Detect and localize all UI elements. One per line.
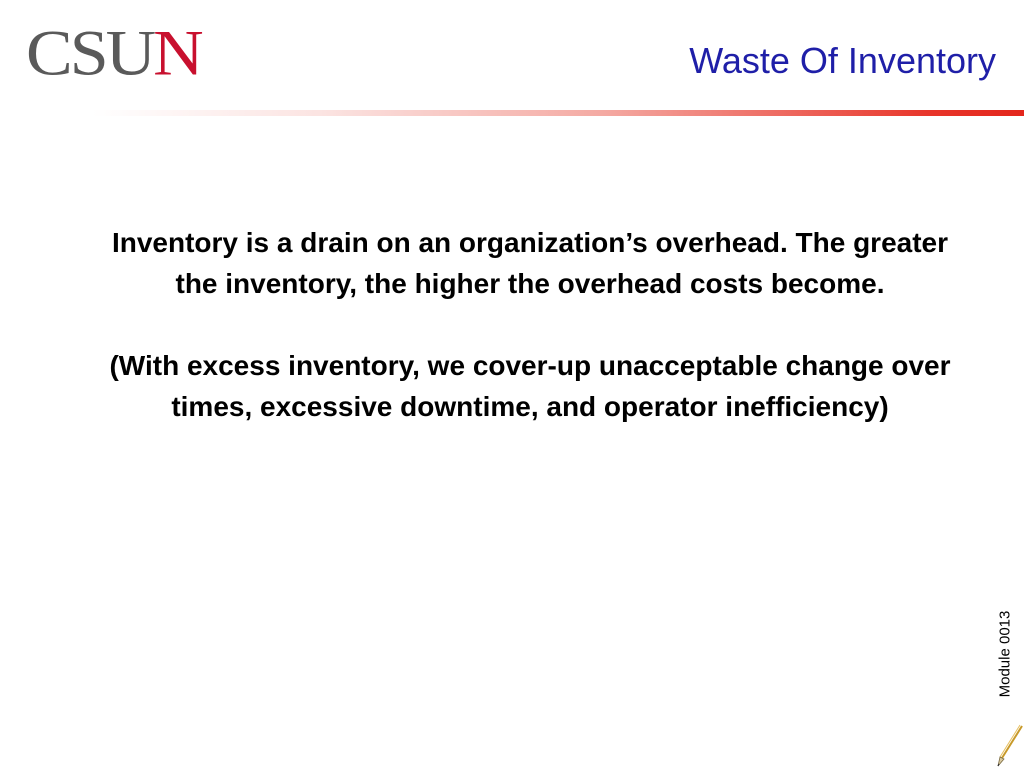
body-paragraph-excess-inventory: (With excess inventory, we cover-up unacceptable change over times, excessive downtime, and operator inefficiency) (109, 350, 951, 422)
slide-body (100, 222, 960, 427)
header-divider (92, 110, 1024, 116)
body-paragraph-overhead: Inventory is a drain on an organization’s overhead. The greater the inventory, the higher the overhead costs become. (111, 227, 949, 299)
logo-text-n: N (153, 18, 201, 90)
module-label: Module 0013 (996, 610, 1014, 698)
paragraph-spacer (100, 304, 960, 345)
csun-logo (26, 18, 201, 90)
slide-title: Waste Of Inventory (689, 40, 996, 81)
logo-text-csu: CSU (26, 18, 154, 90)
pencil-icon (990, 722, 1024, 768)
